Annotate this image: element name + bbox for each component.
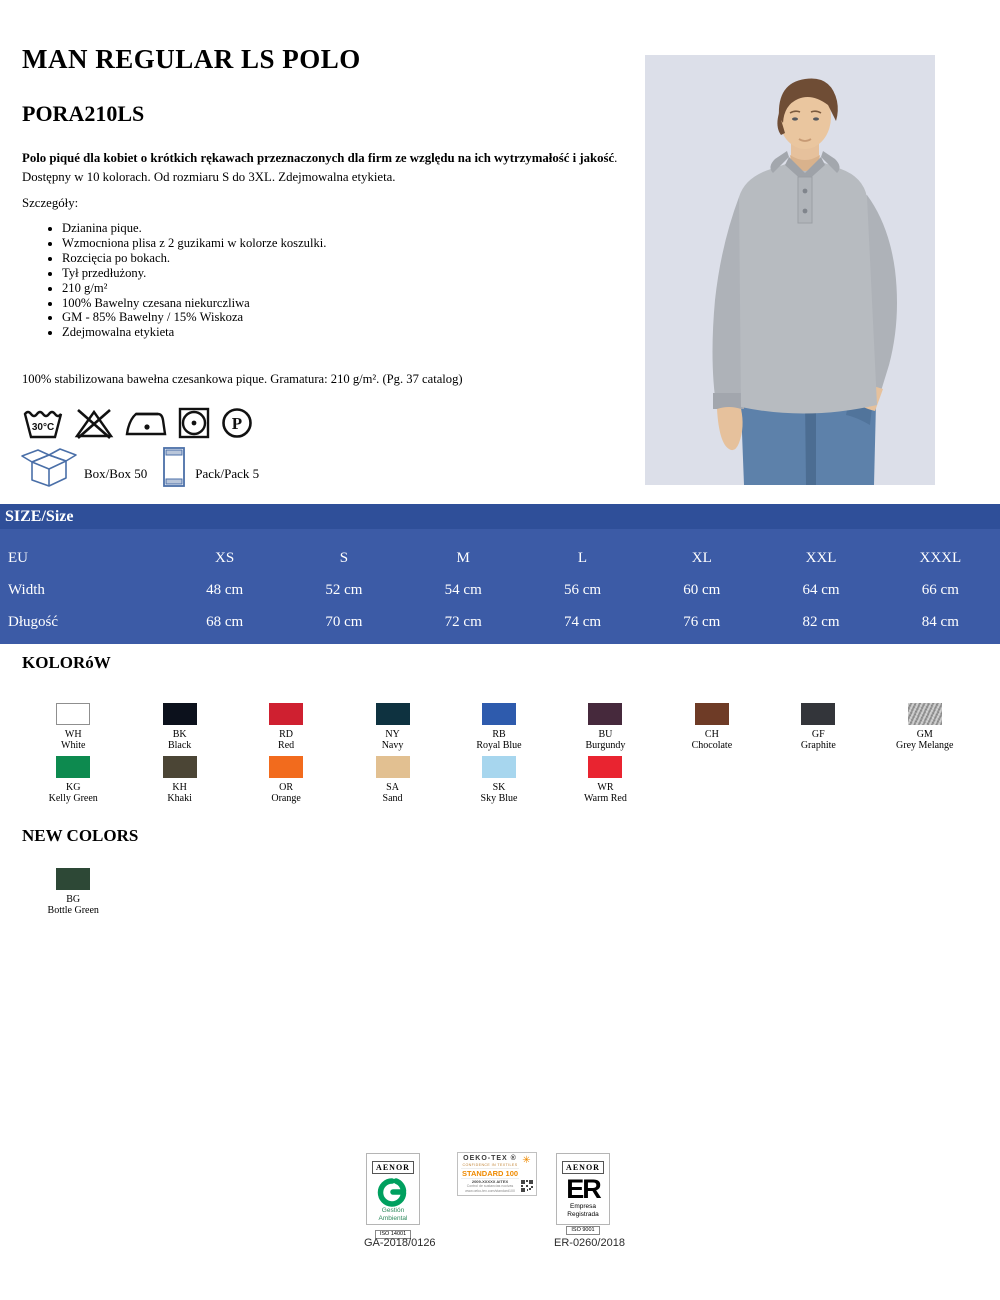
color-swatch: [269, 703, 303, 725]
page-title: MAN REGULAR LS POLO: [22, 44, 361, 74]
width-value: 60 cm: [683, 581, 721, 598]
detail-item: • Zdejmowalna etykieta: [62, 325, 326, 340]
color-swatch-cell: WR Warm Red: [552, 756, 658, 804]
color-swatch: [908, 703, 942, 725]
pack-icon: [161, 446, 187, 488]
new-colors-grid: [20, 868, 978, 916]
color-swatch-cell: GM Grey Melange: [872, 703, 978, 751]
dry-clean-p-icon: [220, 406, 254, 440]
svg-text:P: P: [231, 414, 243, 433]
size-table: [0, 504, 1000, 644]
color-swatch: [482, 756, 516, 778]
color-swatch: [482, 703, 516, 725]
detail-item: • 210 g/m²: [62, 281, 326, 296]
color-swatch: [588, 703, 622, 725]
width-value: 52 cm: [325, 581, 363, 598]
color-swatch: [56, 868, 90, 890]
qr-code-icon: [521, 1180, 533, 1192]
color-swatch-cell: BK Black: [126, 703, 232, 751]
color-swatch-cell: SA Sand: [339, 756, 445, 804]
size-col: XXXL: [919, 549, 962, 566]
detail-item: • Rozcięcia po bokach.: [62, 251, 326, 266]
length-value: 82 cm: [802, 613, 840, 630]
color-swatch: [801, 703, 835, 725]
aenor-ga-logo: AENOR Gestión Ambiental ISO 14001: [366, 1153, 420, 1225]
length-value: 72 cm: [444, 613, 482, 630]
color-swatch: [376, 703, 410, 725]
fabric-note: 100% stabilizowana bawełna czesankowa pique. Gramatura: 210 g/m². (Pg. 37 catalog): [22, 372, 463, 386]
do-not-bleach-icon: [73, 406, 115, 440]
width-value: 48 cm: [206, 581, 244, 598]
size-table-body: [0, 529, 1000, 644]
product-description: [22, 149, 632, 186]
ga-certificate-number: GA-2018/0126: [364, 1237, 436, 1249]
color-swatch-cell: SK Sky Blue: [446, 756, 552, 804]
colors-heading: KOLORóW: [22, 653, 111, 672]
detail-item: • GM - 85% Bawelny / 15% Wiskoza: [62, 310, 326, 325]
color-swatch: [695, 703, 729, 725]
length-value: 70 cm: [325, 613, 363, 630]
iron-one-dot-icon: [124, 406, 168, 440]
wash-30c-icon: [22, 406, 64, 440]
details-heading: Szczegóły:: [22, 196, 79, 210]
color-swatch-cell: RB Royal Blue: [446, 703, 552, 751]
length-value: 68 cm: [206, 613, 244, 630]
detail-item: • 100% Bawelny czesana niekurczliwa: [62, 296, 326, 311]
size-col: S: [339, 549, 349, 566]
detail-item: • Tył przedłużony.: [62, 266, 326, 281]
color-swatch-cell: KH Khaki: [126, 756, 232, 804]
color-swatch-cell: CH Chocolate: [659, 703, 765, 751]
colors-grid: [20, 703, 978, 804]
oeko-tex-label: OEKO-TEX ® CONFIDENCE IN TEXTILES STANDARD 100 2009-XXXXX AITEX Control de sustancias nocivas www.oeko-tex.com/standard100 ✳: [457, 1152, 537, 1196]
length-value: 84 cm: [921, 613, 959, 630]
er-monogram-icon: ER: [566, 1174, 600, 1204]
length-value: 76 cm: [683, 613, 721, 630]
width-value: 54 cm: [444, 581, 482, 598]
size-col: XXL: [805, 549, 837, 566]
length-value: 74 cm: [563, 613, 602, 630]
care-symbols-row: [22, 406, 254, 440]
color-swatch-cell: BG Bottle Green: [20, 868, 126, 916]
color-swatch: [269, 756, 303, 778]
color-swatch: [56, 703, 90, 725]
color-swatch-cell: OR Orange: [233, 756, 339, 804]
width-value: 64 cm: [802, 581, 840, 598]
size-col: XL: [691, 549, 712, 566]
width-row: [0, 574, 1000, 606]
box-icon: [20, 446, 78, 488]
width-value: 66 cm: [921, 581, 959, 598]
size-row-label: Długość: [8, 613, 58, 630]
svg-text:30°C: 30°C: [31, 422, 55, 433]
size-row-label: Width: [8, 581, 45, 598]
product-code: PORA210LS: [22, 101, 145, 126]
aenor-er-logo: AENOR ER Empresa Registrada ISO 9001: [556, 1153, 610, 1225]
color-swatch-cell: RD Red: [233, 703, 339, 751]
description-regular: . Dostępny w 10 kolorach. Od rozmiaru S do 3XL. Zdejmowalna etykieta.: [22, 151, 618, 184]
tumble-dry-icon: [177, 406, 211, 440]
detail-item: • Wzmocniona plisa z 2 guzikami w kolorze koszulki.: [62, 236, 326, 251]
color-swatch: [588, 756, 622, 778]
length-row: [0, 606, 1000, 638]
size-header-row: [0, 542, 1000, 574]
sun-icon: ✳: [522, 1155, 531, 1166]
box-label: Box/Box 50: [84, 466, 148, 481]
product-photo: [645, 55, 935, 485]
packaging-row: [20, 446, 259, 488]
color-swatch-cell: NY Navy: [339, 703, 445, 751]
width-value: 56 cm: [563, 581, 602, 598]
color-swatch: [56, 756, 90, 778]
size-col: M: [456, 549, 470, 566]
size-col: XS: [215, 549, 235, 566]
size-table-heading: SIZE/Size: [0, 504, 1000, 529]
color-swatch: [163, 756, 197, 778]
detail-item: • Dzianina pique.: [62, 221, 326, 236]
pack-label: Pack/Pack 5: [195, 466, 260, 481]
color-swatch-cell: BU Burgundy: [552, 703, 658, 751]
color-swatch-cell: GF Graphite: [765, 703, 871, 751]
color-swatch: [376, 756, 410, 778]
color-swatch-cell: KG Kelly Green: [20, 756, 126, 804]
description-bold: Polo piqué dla kobiet o krótkich rękawach przeznaczonych dla firm ze względu na ich wytrzymałość i jakość: [22, 151, 615, 165]
er-certificate-number: ER-0260/2018: [554, 1237, 625, 1249]
ga-monogram-icon: [376, 1177, 410, 1207]
color-swatch-cell: WH White: [20, 703, 126, 751]
color-swatch: [163, 703, 197, 725]
new-colors-heading: NEW COLORS: [22, 826, 139, 845]
size-col: L: [577, 549, 588, 566]
size-row-label: EU: [8, 549, 28, 566]
details-list: [22, 221, 326, 340]
